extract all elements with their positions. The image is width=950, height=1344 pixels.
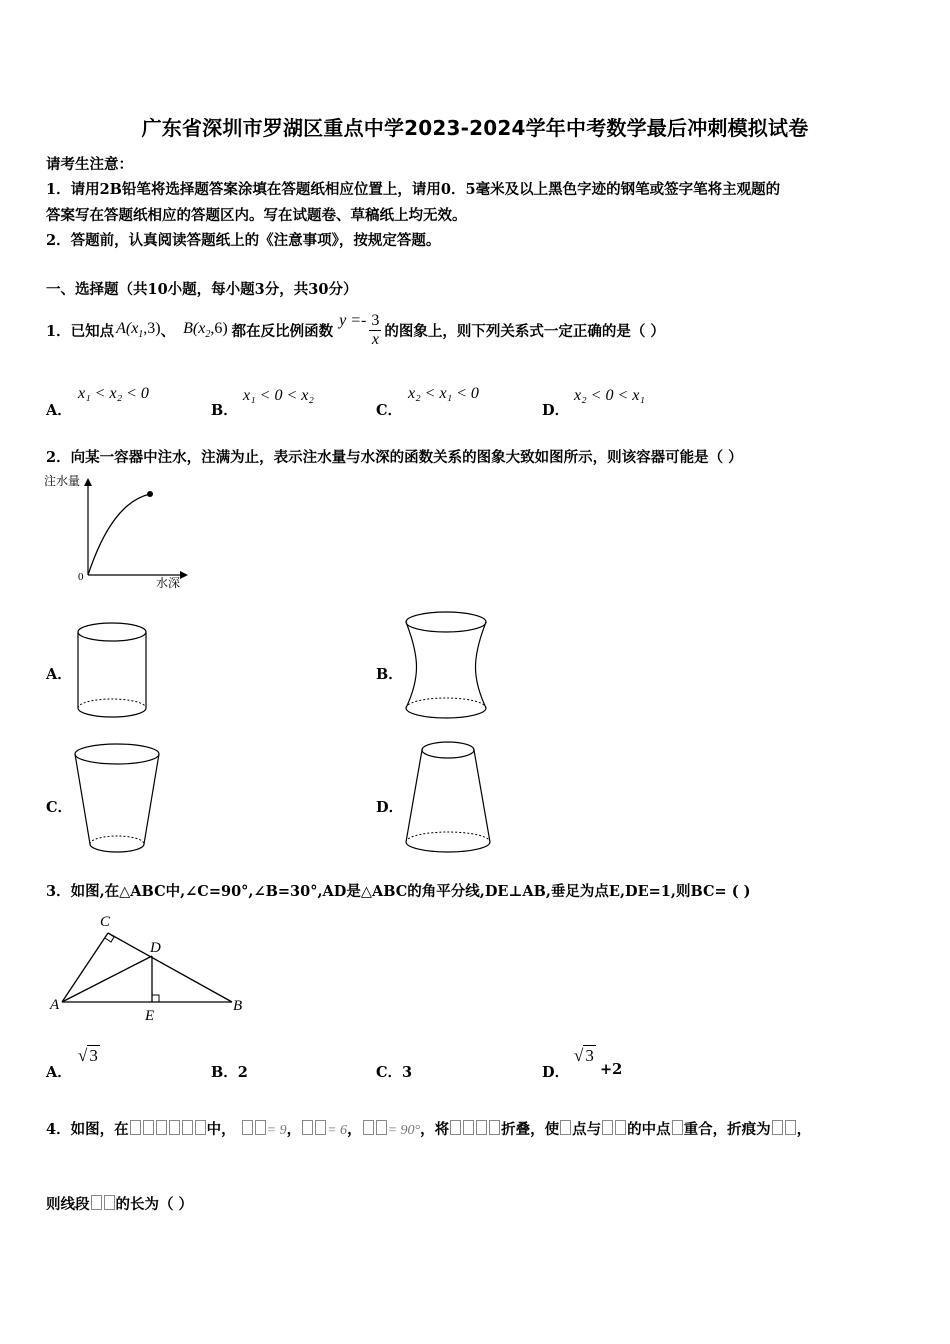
q1-mid: 都在反比例函数 [231, 322, 334, 340]
q3-option-c-expr: 3 [402, 1064, 413, 1081]
q1-prefix: 1．已知点 [46, 322, 115, 340]
hourglass-container-icon [402, 608, 494, 724]
q1-func-fraction [369, 312, 381, 349]
q2-graph-x-arrow [180, 571, 188, 579]
q2-graph [44, 472, 194, 592]
q2-graph-origin: 0 [78, 571, 84, 583]
q1-option-d-label: D． [542, 402, 570, 419]
q4-equation-1: = 9 [266, 1123, 287, 1138]
q4-part-7: 重合，折痕为 [683, 1121, 771, 1138]
q3-label-c: C [100, 914, 111, 930]
q4-part-6: 的中点 [627, 1121, 671, 1138]
wide-top-frustum-icon [72, 740, 166, 860]
q4-equation-2: = 6 [327, 1123, 348, 1138]
q3-option-b-expr: 2 [237, 1064, 248, 1081]
q2-option-a-label: A． [46, 666, 72, 683]
q1-point-b [183, 320, 228, 340]
q2-option-c-label: C． [46, 799, 73, 816]
q1-func-numerator: 3 [371, 311, 380, 329]
q2-option-c[interactable] [46, 740, 186, 860]
q1-point-a-sub: 1 [138, 329, 144, 341]
q2-graph-y-arrow [84, 478, 92, 486]
q1-option-a-label: A． [46, 402, 72, 419]
notice-item-1-line-1: 1．请用2B铅笔将选择题答案涂填在答题纸相应位置上，请用0．5毫米及以上黑色字迹的钢笔或签字笔将主观题的 [46, 181, 781, 198]
missing-glyph-group [129, 1121, 207, 1138]
q3-triangle-figure [44, 906, 254, 1026]
sqrt-icon: √ [574, 1046, 584, 1065]
q3-option-a-expr [78, 1046, 100, 1066]
q3-option-c-text [376, 1061, 412, 1082]
question-4-line-2 [46, 1193, 193, 1214]
q1-point-b-end: ,6) [210, 319, 228, 337]
q1-point-b-sub: 2 [205, 329, 211, 341]
q4-part-5: 点与 [572, 1121, 602, 1138]
q3-option-a-label: A． [46, 1064, 72, 1081]
question-3: 3．如图,在△ABC中,∠C=90°,∠B=30°,AD是△ABC的角平分线,DE⊥AB,垂足为点E,DE=1,则BC= ( ) [46, 883, 751, 900]
missing-glyph-group [90, 1196, 116, 1213]
q3-label-d: D [150, 940, 161, 956]
q1-option-d-expr: x₂ < 0 < x₁ [574, 387, 645, 404]
q4-comma-2: ， [347, 1121, 362, 1138]
q1-option-c-expr: x₂ < x₁ < 0 [408, 385, 479, 402]
missing-glyph-group [301, 1121, 327, 1138]
missing-glyph-group [771, 1121, 797, 1138]
q2-option-d[interactable] [376, 738, 506, 860]
q2-graph-endpoint [147, 491, 153, 497]
q4-part-2: 中， [206, 1121, 236, 1138]
sqrt-icon: √ [78, 1046, 88, 1065]
page-title: 广东省深圳市罗湖区重点中学2023-2024学年中考数学最后冲刺模拟试卷 [141, 116, 809, 140]
missing-glyph-group [559, 1121, 572, 1138]
q3-option-b-text [211, 1061, 248, 1082]
q1-func-lhs: y =- [339, 312, 367, 329]
missing-glyph-group [671, 1121, 684, 1138]
q1-suffix: 的图象上，则下列关系式一定正确的是（ ） [384, 322, 665, 340]
q2-option-d-label: D． [376, 799, 404, 816]
missing-glyph-group [241, 1121, 267, 1138]
q1-point-a-text: A(x [116, 319, 139, 337]
q2-graph-x-label: 水深 [156, 576, 181, 590]
section-1-heading: 一、选择题（共10小题，每小题3分，共30分） [46, 281, 358, 298]
missing-glyph-group [449, 1121, 501, 1138]
q2-option-a[interactable] [46, 620, 166, 724]
q3-label-a: A [50, 997, 60, 1013]
q3-option-d-label: D． [542, 1064, 570, 1081]
q4-equation-3: = 90° [387, 1123, 421, 1138]
notice-heading: 请考生注意： [46, 156, 133, 173]
q1-option-b-expr: x₁ < 0 < x₂ [243, 387, 314, 404]
q3-label-b: B [233, 998, 243, 1014]
notice-item-2: 2．答题前，认真阅读答题纸上的《注意事项》，按规定答题。 [46, 232, 441, 249]
q3-option-d-tail: +2 [600, 1061, 623, 1078]
q1-point-b-text: B(x [183, 319, 206, 337]
q3-option-a-radicand: 3 [89, 1046, 98, 1065]
q1-point-a-end: ,3) [143, 319, 161, 337]
q4-part-3: ，将 [420, 1121, 450, 1138]
missing-glyph-group [362, 1121, 388, 1138]
notice-item-1-line-2: 答案写在答题纸相应的答题区内。写在试题卷、草稿纸上均无效。 [46, 207, 467, 224]
q2-graph-y-label: 注水量 [44, 474, 81, 488]
question-2: 2．向某一容器中注水，注满为止，表示注水量与水深的函数关系的图象大致如图所示，则该容器可能是（ ） [46, 449, 743, 466]
q4-part-8: ， [796, 1121, 812, 1138]
q3-right-angle-e [152, 995, 159, 1002]
q2-option-b-label: B． [376, 666, 403, 683]
q1-options [46, 385, 926, 421]
q2-graph-curve [88, 494, 150, 575]
q1-option-a-expr: x₁ < x₂ < 0 [78, 385, 149, 402]
q3-side-ac [62, 933, 108, 1002]
q2-option-b[interactable] [376, 608, 506, 724]
missing-glyph-group [601, 1121, 627, 1138]
q1-point-a [116, 320, 161, 340]
q3-option-d-expr [574, 1046, 596, 1066]
q1-option-c-label: C． [376, 402, 403, 419]
q4-line-2-end: 的长为（ ） [115, 1196, 194, 1213]
q3-option-c-label: C． [376, 1064, 403, 1081]
q3-label-e: E [145, 1008, 155, 1024]
q3-bisector-ad [62, 956, 152, 1002]
q1-separator: 、 [160, 322, 176, 340]
q3-side-cb [108, 933, 232, 1002]
cylinder-icon [72, 620, 154, 724]
q4-line-2-start: 则线段 [46, 1196, 90, 1213]
q3-options [46, 1046, 926, 1082]
q1-func-denominator: x [371, 330, 379, 348]
q4-comma-1: ， [286, 1121, 302, 1138]
q1-option-b-label: B． [211, 402, 238, 419]
question-1 [46, 300, 665, 360]
question-4 [46, 1118, 811, 1139]
q4-part-4: 折叠，使 [501, 1121, 560, 1138]
wide-bottom-frustum-icon [402, 738, 494, 860]
q4-part-1: 4．如图，在 [46, 1121, 129, 1138]
q3-option-b-label: B． [211, 1064, 238, 1081]
q3-option-d-radicand: 3 [585, 1046, 594, 1065]
